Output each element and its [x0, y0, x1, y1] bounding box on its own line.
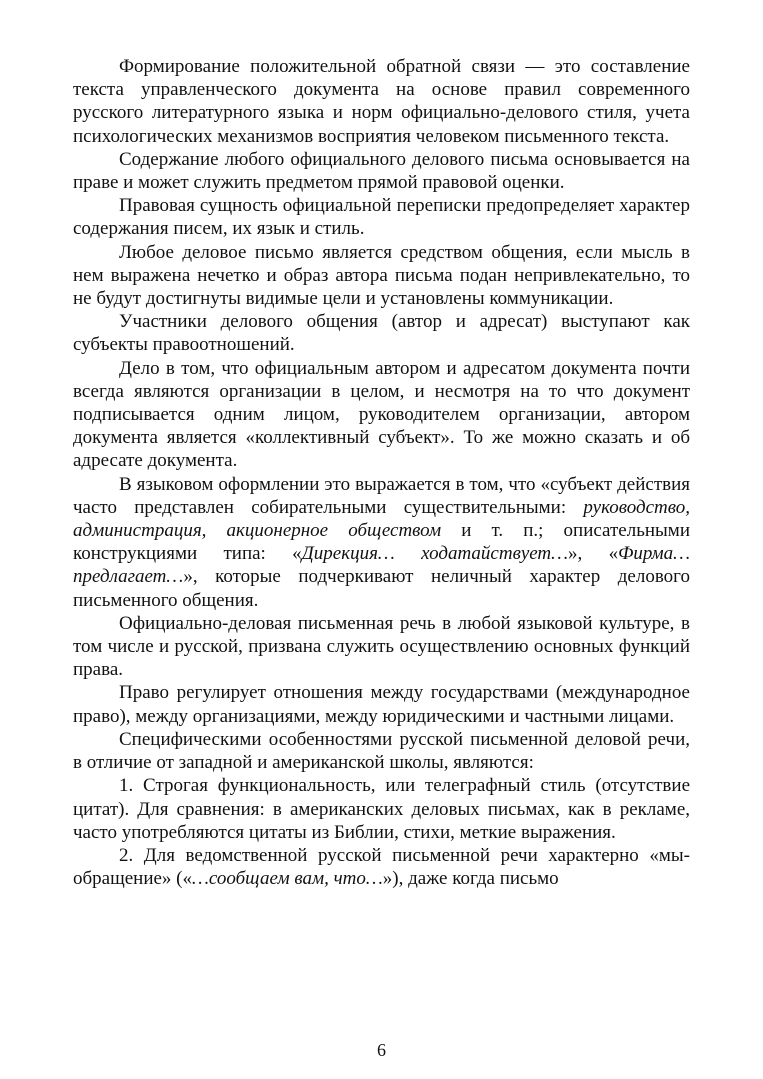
- document-body: [73, 55, 690, 890]
- paragraph-1: [73, 55, 690, 148]
- paragraph-7-italic-b: Дирекция… ходатайствует…: [301, 543, 569, 565]
- paragraph-7-italic-c: Фирма… предлагает…: [73, 543, 690, 588]
- paragraph-7-text-c: », «: [568, 543, 619, 565]
- paragraph-4-text: Любое деловое письмо является средством общения, если мысль в нем выражена нечетко и образ автора письма подан непривлекательно, то не будут достигнуты видимые цели и установлены коммуникации.: [73, 241, 690, 310]
- page-number: 6: [377, 1040, 386, 1060]
- paragraph-10-text: Специфическими особенностями русской письменной деловой речи, в отличие от западной и американской школы, являются:: [73, 728, 690, 774]
- paragraph-8: [73, 612, 690, 682]
- paragraph-7-text-d: », которые подчеркивают неличный характер делового письменного общения.: [73, 566, 690, 611]
- paragraph-10: [73, 728, 690, 774]
- paragraph-5: [73, 310, 690, 356]
- paragraph-9-text: Право регулирует отношения между государствами (международное право), между организациями, между юридическими и частными лицами.: [73, 682, 690, 727]
- paragraph-5-text: Участники делового общения (автор и адресат) выступают как субъекты правоотношений.: [73, 311, 690, 356]
- paragraph-7-text-b: и т. п.; описательными конструкциями типа: «: [73, 520, 690, 565]
- paragraph-11: [73, 774, 690, 844]
- paragraph-12-text-a: 2. Для ведомственной русской письменной речи характерно «мы-обращение» («: [73, 844, 690, 890]
- paragraph-12-italic: …сообщаем вам, что…: [192, 868, 383, 890]
- paragraph-7: [73, 473, 690, 612]
- paragraph-12: [73, 844, 690, 890]
- paragraph-12-text-b: »), даже когда письмо: [382, 868, 559, 890]
- paragraph-6: [73, 357, 690, 473]
- paragraph-3: [73, 194, 690, 240]
- paragraph-2-text: Содержание любого официального делового письма основывается на праве и может служить предметом прямой правовой оценки.: [73, 148, 690, 194]
- paragraph-6-text: Дело в том, что официальным автором и адресатом документа почти всегда являются организации в целом, и несмотря на то что документ подписывается одним лицом, руководителем организации, автором документа является «коллективный субъект». То же можно сказать и об адресате документа.: [73, 357, 690, 472]
- paragraph-7-italic-a: руководство, администрация, акционерное обществом: [73, 496, 690, 542]
- paragraph-11-text: 1. Строгая функциональность, или телеграфный стиль (отсутствие цитат). Для сравнения: в американских деловых письмах, как в рекламе, часто употребляются цитаты из Библии, стихи, меткие выражения.: [73, 775, 690, 843]
- paragraph-3-text: Правовая сущность официальной переписки предопределяет характер содержания писем, их язык и стиль.: [73, 195, 690, 240]
- paragraph-8-text: Официально-деловая письменная речь в любой языковой культуре, в том числе и русской, призвана служить осуществлению основных функций права.: [73, 612, 690, 681]
- paragraph-4: [73, 241, 690, 311]
- paragraph-2: [73, 148, 690, 194]
- paragraph-7-text-a: В языковом оформлении это выражается в том, что «субъект действия часто представлен собирательными существительными:: [73, 473, 690, 518]
- paragraph-1-text: Формирование положительной обратной связи — это составление текста управленческого документа на основе правил современного русского литературного языка и норм официально-делового стиля, учета психологических механизмов восприятия человеком письменного текста.: [73, 56, 690, 147]
- paragraph-9: [73, 681, 690, 727]
